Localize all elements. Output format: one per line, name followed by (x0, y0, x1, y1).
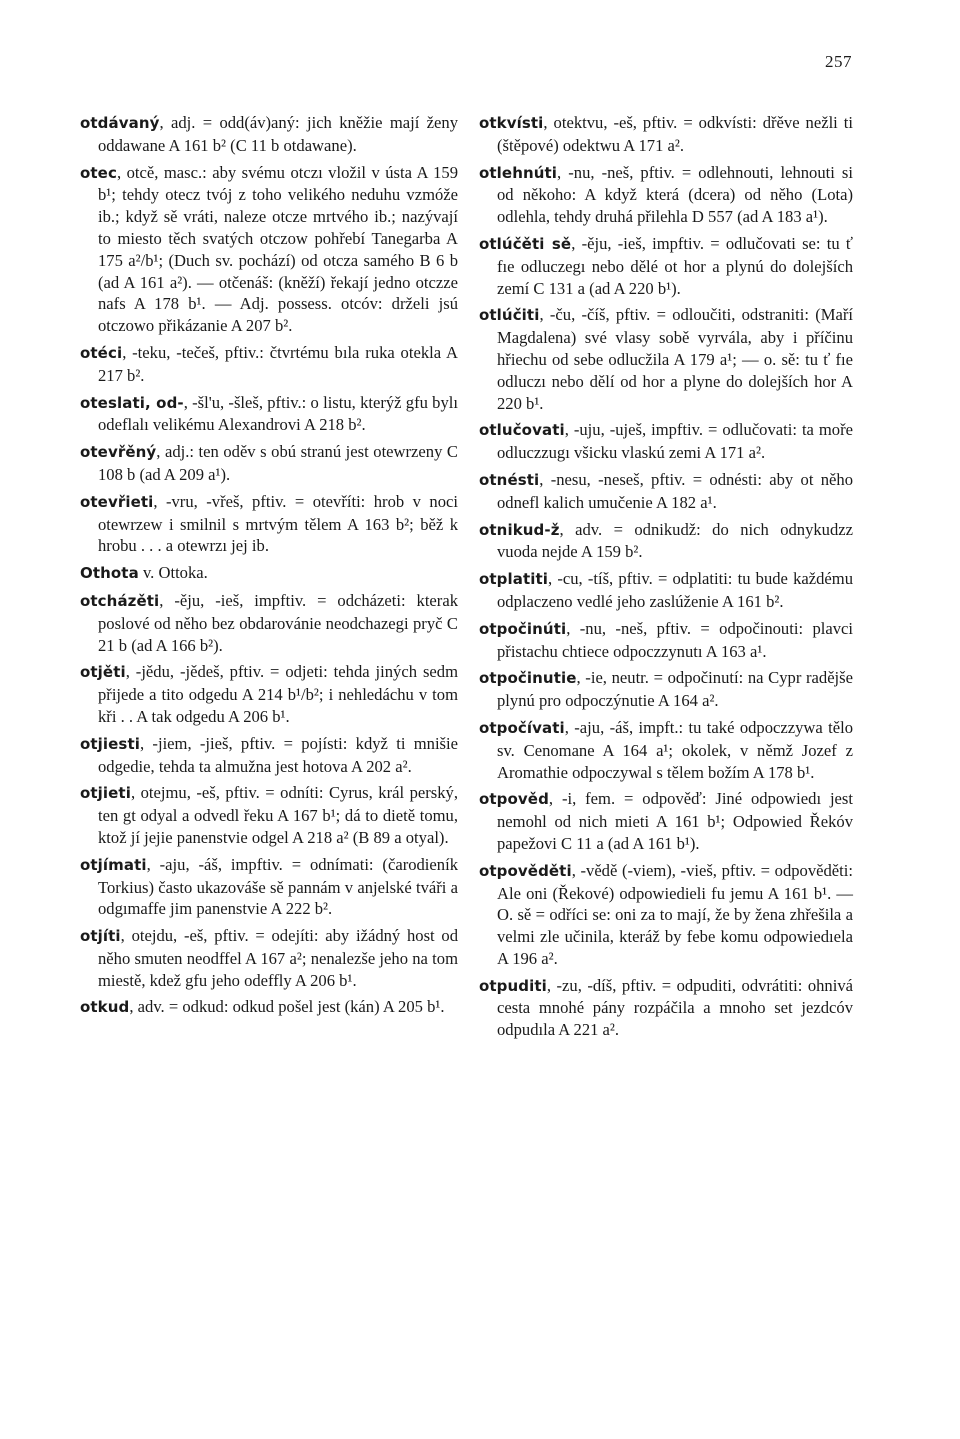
headword: otjímati (80, 855, 147, 874)
dictionary-entry (479, 519, 853, 564)
dictionary-entry (479, 975, 853, 1041)
entry-text: , -cu, -tíš, pftiv. = odplatiti: tu bude každému odplaczeno vedlé jeho zaslúženie A 161 b². (497, 569, 853, 611)
dictionary-entry (80, 782, 458, 848)
dictionary-entry (479, 469, 853, 514)
dictionary-entry (479, 788, 853, 854)
entry-text: , -jědu, -jědeš, pftiv. = odjeti: tehda jiných sedm přijede a tito odgedu A 214 b¹/b²; i nehledáchu v tom kři . . A tak odgedu A 206 b¹. (98, 662, 458, 726)
entry-text: , adv. = odnikudž: do nich odnykudzz vuoda nejde A 159 b². (497, 519, 853, 562)
entry-text: , adv. = odkud: odkud pošel jest (kán) A 205 b¹. (129, 997, 445, 1017)
headword: otec (80, 163, 117, 182)
entry-text: , -nu, -neš, pftiv. = odlehnouti, lehnouti si od někoho: A když která (dcera) od něho (Lota) odlehla, tehdy druhá přilehla D 557 (ad A 183 a¹). (497, 162, 853, 227)
dictionary-entry (80, 491, 458, 557)
right-column (479, 112, 853, 1046)
dictionary-entry (80, 441, 458, 486)
dictionary-entry (80, 661, 458, 727)
left-column (80, 112, 458, 1024)
dictionary-entry (80, 112, 458, 157)
entry-text: , otejmu, -eš, pftiv. = odníti: Cyrus, král perský, ten gt odyal a odvedl řeku A 167 b¹; dá to dietě tomu, ktož jí jejie panenstvie odgel A 218 a² (B 89 a otyal). (98, 783, 458, 847)
dictionary-entry (479, 618, 853, 663)
headword: otpověděti (479, 861, 572, 880)
headword: otjieti (80, 784, 131, 803)
headword: otpočinutie (479, 669, 577, 688)
headword: otpočívati (479, 718, 565, 737)
headword: otcházěti (80, 591, 160, 610)
dictionary-entry (80, 342, 458, 387)
headword: otpověd (479, 790, 549, 809)
entry-text: , -uju, -uješ, impftiv. = odlučovati: ta moře odluczzugı všicku vlaskú zemi A 171 a². (497, 420, 853, 463)
headword: oteslati, od- (80, 393, 184, 412)
entry-text: , -ěju, -ieš, impftiv. = odcházeti: kterak poslové od něho bez obdarovánie neodchazegi pryč C 21 b (ad A 166 b²). (98, 590, 458, 655)
entry-text: , -nesu, -neseš, pftiv. = odnésti: aby ot něho odnefl kalich umučenie A 182 a¹. (497, 469, 853, 512)
entry-text: , otcě, masc.: aby svému otczı vložil v ústa A 159 b¹; tehdy otecz tvój z toho velikého neduhu vzmóže ib.; když sě vráti, naleze otcze mrtvého ib.; nazývají to miesto těch svatých otczow pohřebí Tanegarba A 175 a²/b¹; (Duch sv. pochází) od otcza samého B 6 b (ad A 161 a²). — otčenáš: (kněží) řekají jedno otczze nafs A 178 b¹. — Adj. possess. otcóv: drželi jsú otczowo přikázanie A 207 b². (98, 162, 458, 336)
dictionary-entry (80, 996, 458, 1019)
entry-text: , -jiem, -jieš, pftiv. = pojísti: když ti mnišie odgedie, tehda ta almužna jest hotova A 202 a². (98, 733, 458, 776)
dictionary-entry (80, 733, 458, 778)
entry-text: , -i, fem. = odpověď: Jiné odpowiedı jest nemohl od nich mieti A 161 b¹; Odpowied Řekóv papežovi C 11 a (ad A 161 b¹). (497, 789, 853, 853)
headword: otlučovati (479, 421, 565, 440)
entry-text: , adj. = odd(áv)aný: jich kněžie mají ženy oddawane A 161 b² (C 11 b otdawane). (98, 113, 458, 155)
entry-text: , -šl'u, -šleš, pftiv.: o listu, kterýž gfu bylı odeflalı velikému Alexandrovi A 218 b². (98, 392, 458, 435)
entry-text: , adj.: ten oděv s obú stranú jest otewrzeny C 108 b (ad A 209 a¹). (98, 442, 458, 484)
dictionary-entry (479, 568, 853, 613)
dictionary-entry (479, 112, 853, 157)
entry-text: , otejdu, -eš, pftiv. = odejíti: aby ižádný host od něho smuten neodffel A 167 a²; nenalezše jeho na tom miestě, kdež gfu jeho odeffly A 206 b¹. (98, 926, 458, 990)
entry-text: , -nu, -neš, pftiv. = odpočinouti: plavci přistachu chtiece odpoczzynutı A 163 a¹. (497, 618, 853, 661)
headword: otkud (80, 998, 130, 1017)
headword: otpuditi (479, 976, 547, 995)
page-number: 257 (825, 52, 852, 71)
entry-text: , -ie, neutr. = odpočinutí: na Cypr radějše plynú pro odpoczýnutie A 164 a². (497, 668, 853, 711)
entry-text: , otektvu, -eš, pftiv. = odkvísti: dřěve nežli ti (štěpové) odektwu A 171 a². (497, 113, 853, 155)
headword: otjíti (80, 927, 121, 946)
dictionary-entry (479, 860, 853, 970)
entry-text: , -aju, -áš, impftiv. = odnímati: (čarodieník Torkius) často ukazováše sě pannám v anjelské tváři a odgımaffe jim panenstvie A 222 b². (98, 854, 458, 919)
entry-text: , -vědě (-viem), -vieš, pftiv. = odpověděti: Ale oni (Řekové) odpowiedieli fu jemu A 161 b¹. — O. sě = odříci se: oni za to mají, že by žena zhřešila a velmi zle učinila, kteráž by febe komu odpowiedıela A 196 a². (497, 860, 853, 968)
dictionary-entry (80, 392, 458, 437)
headword: otnésti (479, 470, 540, 489)
headword: otlúčěti sě (479, 234, 572, 253)
dictionary-entry (479, 304, 853, 414)
headword: Othota (80, 564, 139, 583)
dictionary-entry (80, 162, 458, 337)
headword: otnikud-ž (479, 520, 560, 539)
entry-text: , -teku, -tečeš, pftiv.: čtvrtému bıla ruka otekla A 217 b². (98, 342, 458, 385)
entry-text: , -vru, -vřeš, pftiv. = otevříti: hrob v noci otewrzew i smilnil s mrtvým tělem A 163 b²; běž k hrobu . . . a otewrzı jej ib. (98, 491, 458, 556)
headword: otplatiti (479, 570, 549, 589)
entry-text: , -aju, -áš, impft.: tu také odpoczzywa tělo sv. Cenomane A 164 a¹; okolek, v němž Jozef z Aromathie odpoczywal s tělem božím A 178 b¹. (497, 717, 853, 782)
headword: otdávaný (80, 114, 160, 132)
dictionary-entry (479, 162, 853, 228)
dictionary-entry (479, 717, 853, 783)
dictionary-entry (479, 419, 853, 464)
dictionary-entry (479, 667, 853, 712)
entry-text: , -ěju, -ieš, impftiv. = odlučovati se: tu ť fıe odluczegı nebo dělé ot hor a plynú do dolejších zemí C 131 a (ad A 220 b¹). (497, 233, 853, 298)
headword: otlehnúti (479, 163, 558, 182)
dictionary-entry (80, 562, 458, 585)
dictionary-entry (80, 590, 458, 656)
headword: otlúčiti (479, 306, 540, 325)
entry-text: , -ču, -číš, pftiv. = odloučiti, odstraniti: (Maří Magdalena) své vlasy sobě vyrvála, aby i příčinu hřiechu od sebe odlucžila A 179 a¹; — o. sě: tu ť fıe odluczı nebo dělí od hor a plyne do dolejších hor A 220 b¹. (497, 305, 853, 413)
entry-text: , -zu, -díš, pftiv. = odpuditi, odvrátiti: ohnivá cesta mnohé pány rozpáčila a mnoho set jezdcóv odpudıla A 221 a². (497, 975, 853, 1040)
dictionary-entry (80, 854, 458, 920)
dictionary-entry (80, 925, 458, 991)
headword: otpočinúti (479, 619, 567, 638)
headword: otevřieti (80, 492, 154, 511)
dictionary-entry (479, 233, 853, 299)
entry-text: v. Ottoka. (138, 563, 208, 583)
headword: otkvísti (479, 114, 544, 132)
headword: otéci (80, 343, 123, 362)
headword: otjěti (80, 663, 126, 682)
headword: otevřěný (80, 443, 157, 462)
headword: otjiesti (80, 734, 140, 753)
